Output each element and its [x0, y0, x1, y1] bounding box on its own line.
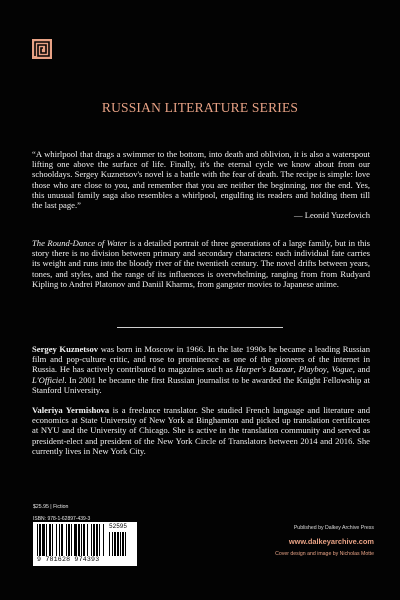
series-title: RUSSIAN LITERATURE SERIES — [101, 100, 299, 115]
barcode-number: 9 781628 974393 — [37, 556, 100, 563]
barcode-bar — [99, 524, 100, 556]
barcode-addon-bar — [122, 532, 124, 556]
dalkey-spiral-logo-icon — [32, 39, 52, 59]
author-name: Sergey Kuznetsov — [32, 344, 99, 354]
author-bio — [32, 344, 370, 395]
barcode-bar — [37, 524, 38, 556]
translator-bio — [32, 405, 370, 456]
barcode-bar — [87, 524, 88, 556]
author-bio-text: was born in Moscow in 1966. In the late 1990s he became a leading Russian film and pop-culture critic, and rose to prominence as one of the pioneers of the internet in Russia. He has actively contributed to magazines such as — [32, 344, 370, 375]
book-description — [32, 238, 370, 289]
barcode-bar — [68, 524, 70, 556]
website-link[interactable]: www.dalkeyarchive.com — [288, 537, 374, 546]
barcode-addon-bar — [112, 532, 113, 556]
barcode-bar — [59, 524, 60, 556]
author-bio-text: . In 2001 he became the first Russian journalist to be awarded the Knight Fellowship at Stanford University. — [32, 374, 370, 395]
barcode-addon-bar — [114, 532, 116, 556]
quote-attribution: — Leonid Yuzefovich — [293, 210, 370, 221]
barcode-bar — [56, 524, 57, 556]
barcode-bar — [78, 524, 80, 556]
publisher-line: Published by Dalkey Archive Press — [293, 525, 374, 531]
description-text: is a detailed portrait of three generations of a large family, but in this story there is no division between primary and secondary characters: each individual fate carries its weight and runs into the bloody river of the twentieth century. The novel drifts between years, tones, and styles, and the range of its influences is overwhelming, ranging from from Rudyard Kipling to Andrei Platonov and Daniil Kharms, from gangster movies to Japanese anime. — [32, 238, 370, 289]
magazine-name: Harper's Bazaar — [235, 364, 294, 375]
barcode-bar — [71, 524, 72, 556]
barcode-bar — [96, 524, 98, 556]
barcode-addon-bar — [125, 532, 126, 556]
magazine-name: Vogue — [331, 364, 353, 375]
publisher-block — [275, 525, 374, 557]
quote-text: “A whirlpool that drags a swimmer to the bottom, into death and oblivion, it is also a waterspout lifting one above the surface of life. Finally, it's the eternal cycle we know about from our schooldays. Sergey Kuznetsov's novel is a battle with the fear of death. The recipe is simple: love those who are close to you, and remember that you are neither the beginning, nor the end. Yes, this unusual family saga also resembles a whirlpool, engulfing its readers and holding them till the last page.” — [32, 149, 370, 211]
translator-name: Valeriya Yermishova — [32, 405, 110, 415]
barcode-bar — [39, 524, 41, 556]
barcode-bar — [83, 524, 85, 556]
barcode-bar — [61, 524, 63, 556]
separator: , — [326, 364, 332, 375]
book-title: The Round-Dance of Water — [32, 238, 127, 248]
magazine-name: L'Officiel — [32, 374, 65, 385]
barcode-bar — [66, 524, 67, 556]
barcode-bar — [91, 524, 92, 556]
barcode-bar — [42, 524, 45, 556]
translator-bio-text: is a freelance translator. She studied French language and literature and economics at State University of New York at Binghamton and picked up translation certificates at NYU and the University of Chicago. She is active in the translation community and served as president-elect and president of the New York Circle of Translators between 2014 and 2016. She currently lives in New York City. — [32, 405, 370, 456]
barcode-addon-bar — [120, 532, 121, 556]
barcode — [33, 522, 137, 566]
blurb-quote — [32, 149, 370, 220]
barcode-bar — [49, 524, 51, 556]
separator: , — [293, 364, 299, 375]
barcode-bar — [93, 524, 95, 556]
design-credit: Cover design and image by Nicholas Motte — [275, 551, 374, 557]
barcode-bar — [52, 524, 53, 556]
isbn: ISBN: 978-1-62897-439-3 — [33, 516, 91, 522]
barcode-addon: 52595 — [109, 523, 128, 530]
barcode-addon-bar — [109, 532, 110, 556]
divider — [117, 327, 283, 328]
barcode-bar — [74, 524, 77, 556]
barcode-bar — [81, 524, 82, 556]
separator: , and — [352, 364, 371, 375]
barcode-addon-bar — [117, 532, 119, 556]
magazine-name: Playboy — [298, 364, 327, 375]
barcode-bar — [103, 524, 104, 556]
price-genre: $25.95 | Fiction — [33, 504, 69, 510]
barcode-bar — [46, 524, 47, 556]
